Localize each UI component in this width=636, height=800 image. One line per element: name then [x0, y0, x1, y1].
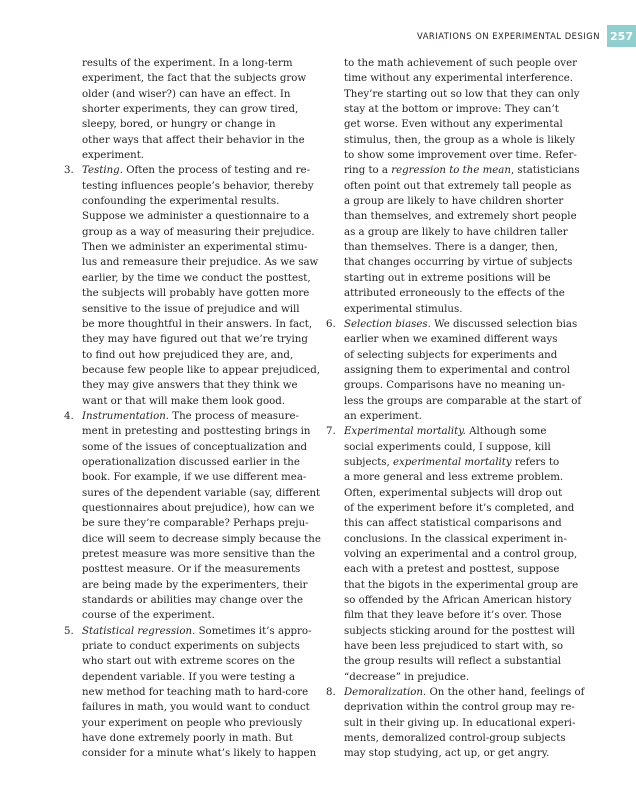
text-line: earlier, by the time we conduct the posttest,: [82, 272, 311, 284]
text-line: a group are likely to have children shorter: [344, 196, 564, 208]
text-line: Often the process of testing and re-: [126, 165, 311, 177]
list-item-statistical-regression: [64, 624, 310, 639]
text-line: deprivation within the control group may re-: [344, 702, 575, 714]
item-term: Experimental mortality.: [344, 426, 466, 438]
text-line: the subjects will probably have gotten more: [82, 288, 310, 300]
running-head: VARIATIONS ON EXPERIMENTAL DESIGN: [417, 31, 600, 41]
text-line: some of the issues of conceptualization and: [82, 441, 308, 453]
text-line: are being made by the experimenters, their: [82, 579, 308, 591]
text-line: Although some: [469, 426, 547, 438]
text-line: who start out with extreme scores on the: [82, 656, 295, 668]
text-line: Often, experimental subjects will drop out: [344, 487, 563, 499]
text-line: dice will seem to decrease simply because the: [82, 533, 321, 545]
text-line: that the bigots in the experimental group are: [344, 579, 579, 591]
text-line: older (and wiser?) can have an effect. In: [82, 88, 291, 100]
text-line: your experiment on people who previously: [82, 717, 303, 729]
text-line: to show some improvement over time. Refer-: [344, 150, 577, 162]
item-number: 3.: [64, 165, 74, 177]
text-line: they may have figured out that we’re trying: [82, 334, 308, 346]
text-line: sensitive to the issue of prejudice and will: [82, 303, 300, 315]
text-line: group as a way of measuring their prejudice.: [82, 226, 315, 238]
text-line: may stop studying, act up, or get angry.: [344, 748, 550, 760]
item-number: 7.: [326, 426, 336, 438]
text-line: than themselves. There is a danger, then,: [344, 242, 558, 254]
text-line: course of the experiment.: [82, 610, 215, 622]
inline-term: regression to the mean: [391, 165, 511, 177]
text-line: On the other hand, feelings of: [429, 687, 585, 699]
text-line: [326, 455, 572, 470]
item-term: Selection biases.: [344, 318, 431, 330]
text-line: have done extremely poorly in math. But: [82, 733, 293, 745]
text-line: ments, demoralized control-group subjects: [344, 733, 566, 745]
text-fragment: subjects,: [344, 456, 390, 468]
text-line: operationalization discussed earlier in the: [82, 456, 300, 468]
text-line: this can affect statistical comparisons and: [344, 518, 562, 530]
text-line: than themselves, and extremely short people: [344, 211, 577, 223]
text-line: new method for teaching math to hard-core: [82, 687, 309, 699]
text-fragment: refers to: [514, 456, 560, 468]
text-line: We discussed selection bias: [434, 318, 578, 330]
text-line: “decrease” in prejudice.: [344, 671, 470, 683]
text-line: starting out in extreme positions will be: [344, 272, 551, 284]
item-number: 5.: [64, 625, 74, 637]
text-line: Suppose we administer a questionnaire to a: [82, 211, 310, 223]
text-line: questionnaires about prejudice), how can we: [82, 502, 315, 514]
text-line: shorter experiments, they can grow tired,: [82, 104, 299, 116]
text-line: time without any experimental interference.: [344, 73, 573, 85]
list-item-testing: [64, 163, 310, 178]
text-fragment: , statisticians: [510, 165, 580, 177]
text-line: so offended by the African American history: [344, 595, 572, 607]
text-line: have been less prejudiced to start with, so: [344, 641, 563, 653]
text-line: consider for a minute what’s likely to happen: [82, 748, 317, 760]
text-line: be sure they’re comparable? Perhaps preju-: [82, 518, 309, 530]
inline-term: experimental mortality: [393, 456, 512, 468]
text-line: experimental stimulus.: [344, 303, 463, 315]
text-line: assigning them to experimental and control: [344, 364, 571, 376]
text-line: standards or abilities may change over the: [82, 595, 303, 607]
text-line: posttest measure. Or if the measurements: [82, 564, 301, 576]
item-number: 4.: [64, 410, 74, 422]
text-line: sult in their giving up. In educational experi-: [344, 717, 576, 729]
text-line: Sometimes it’s appro-: [198, 625, 312, 637]
list-item-demoralization: [326, 685, 585, 700]
text-line: Then we administer an experimental stimu-: [82, 242, 308, 254]
page-number: 257: [607, 25, 636, 47]
text-line: experiment.: [82, 150, 145, 162]
text-line: They’re starting out so low that they can only: [344, 88, 580, 100]
text-line: The process of measure-: [172, 410, 299, 422]
text-line: as a group are likely to have children taller: [344, 226, 568, 238]
text-line: to the math achievement of such people over: [344, 58, 577, 69]
text-line: the group results will reflect a substantial: [344, 656, 562, 668]
item-term: Instrumentation.: [82, 410, 170, 422]
item-number: 8.: [326, 687, 336, 699]
text-line: sleepy, bored, or hungry or change in: [82, 119, 276, 131]
text-line: confounding the experimental results.: [82, 196, 280, 208]
text-line: testing influences people’s behavior, thereby: [82, 180, 314, 192]
text-fragment: ring to a: [344, 165, 388, 177]
text-line: of selecting subjects for experiments and: [344, 349, 558, 361]
text-line: pretest measure was more sensitive than the: [82, 549, 315, 560]
text-line: stimulus, then, the group as a whole is likely: [344, 134, 576, 146]
text-line: other ways that affect their behavior in the: [82, 134, 305, 146]
item-term: Statistical regression.: [82, 625, 196, 637]
text-line: attributed erroneously to the effects of the: [344, 288, 565, 300]
left-column: [64, 56, 321, 762]
text-line: results of the experiment. In a long-term: [82, 58, 293, 69]
text-line: ment in pretesting and posttesting brings in: [82, 426, 311, 438]
text-line: they may give answers that they think we: [82, 380, 298, 392]
text-line: film that they leave before it’s over. Those: [344, 610, 562, 622]
text-line: volving an experimental and a control group,: [344, 549, 578, 560]
text-line: conclusions. In the classical experiment in-: [344, 533, 567, 545]
text-line: because few people like to appear prejudiced,: [82, 364, 321, 376]
text-line: get worse. Even without any experimental: [344, 119, 563, 131]
text-line: that changes occurring by virtue of subjects: [344, 257, 573, 269]
text-line: priate to conduct experiments on subjects: [82, 641, 300, 653]
text-line: sures of the dependent variable (say, different: [82, 487, 321, 499]
text-line: to find out how prejudiced they are, and,: [82, 349, 294, 361]
text-line: an experiment.: [344, 410, 422, 422]
text-line: failures in math, you would want to conduct: [82, 702, 310, 714]
text-line: each with a pretest and posttest, suppose: [344, 564, 560, 576]
text-line: earlier when we examined different ways: [344, 334, 558, 346]
text-line: groups. Comparisons have no meaning un-: [344, 380, 566, 392]
list-item-selection-biases: [326, 317, 578, 332]
list-item-instrumentation: [64, 409, 310, 424]
item-number: 6.: [326, 318, 336, 330]
page-header: [417, 25, 636, 47]
text-line: subjects sticking around for the posttest will: [344, 625, 575, 637]
text-line: lus and remeasure their prejudice. As we saw: [82, 257, 319, 269]
text-line: often point out that extremely tall people as: [344, 180, 572, 192]
text-line: less the groups are comparable at the start of: [344, 395, 582, 407]
text-line: a more general and less extreme problem.: [344, 472, 564, 484]
text-line: of the experiment before it’s completed, and: [344, 502, 575, 514]
text-line: experiment, the fact that the subjects grow: [82, 73, 307, 85]
list-item-experimental-mortality: [326, 424, 572, 439]
text-line: dependent variable. If you were testing a: [82, 671, 296, 683]
text-line: book. For example, if we use different mea-: [82, 472, 307, 484]
text-line: social experiments could, I suppose, kill: [344, 441, 551, 453]
right-column: [326, 56, 585, 762]
text-line: [326, 163, 580, 178]
text-line: stay at the bottom or improve: They can’t: [344, 104, 559, 116]
text-line: want or that will make them look good.: [82, 395, 285, 407]
text-line: be more thoughtful in their answers. In fact,: [82, 318, 313, 330]
item-term: Testing.: [82, 165, 123, 177]
item-term: Demoralization.: [344, 687, 427, 699]
